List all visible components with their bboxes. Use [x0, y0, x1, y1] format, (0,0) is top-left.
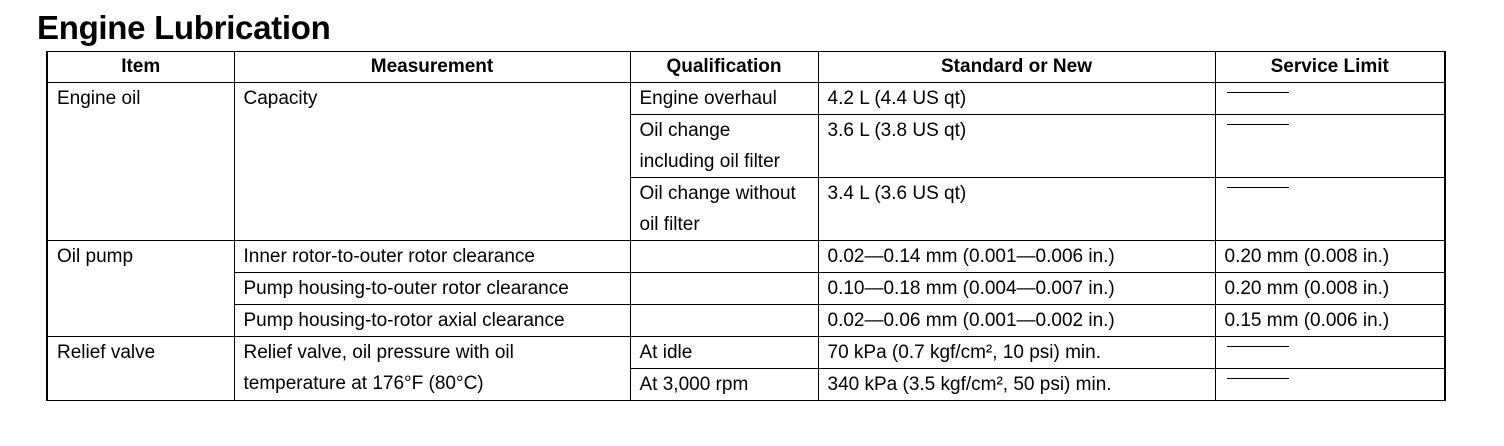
header-item: Item [47, 52, 234, 83]
measurement-relief-valve: Relief valve, oil pressure with oil temperature at 176°F (80°C) [234, 337, 630, 401]
standard-cell: 340 kPa (3.5 kgf/cm², 50 psi) min. [818, 369, 1215, 401]
qualification-cell: At 3,000 rpm [630, 369, 818, 401]
table-row [47, 337, 1445, 369]
qualification-cell [630, 241, 818, 273]
header-measurement: Measurement [234, 52, 630, 83]
dash-line [1227, 92, 1289, 93]
qualification-cell [630, 305, 818, 337]
engine-lubrication-table [46, 51, 1446, 401]
service-limit-cell [1215, 115, 1445, 178]
dash-line [1227, 378, 1289, 379]
qualification-cell [630, 273, 818, 305]
standard-cell: 0.10—0.18 mm (0.004—0.007 in.) [818, 273, 1215, 305]
qualification-cell: At idle [630, 337, 818, 369]
service-limit-cell: 0.20 mm (0.008 in.) [1215, 273, 1445, 305]
qualification-cell: Oil change without oil filter [630, 178, 818, 241]
item-oil-pump: Oil pump [47, 241, 234, 337]
header-service-limit: Service Limit [1215, 52, 1445, 83]
measurement-cell: Inner rotor-to-outer rotor clearance [234, 241, 630, 273]
qualification-cell: Engine overhaul [630, 83, 818, 115]
service-limit-cell [1215, 83, 1445, 115]
service-limit-cell [1215, 337, 1445, 369]
standard-cell: 0.02—0.06 mm (0.001—0.002 in.) [818, 305, 1215, 337]
service-limit-cell [1215, 178, 1445, 241]
service-limit-cell: 0.20 mm (0.008 in.) [1215, 241, 1445, 273]
table-row [47, 241, 1445, 273]
measurement-capacity: Capacity [234, 83, 630, 241]
dash-line [1227, 124, 1289, 125]
table-row [47, 273, 1445, 305]
header-row [47, 52, 1445, 83]
item-relief-valve: Relief valve [47, 337, 234, 401]
item-engine-oil: Engine oil [47, 83, 234, 241]
table-row [47, 305, 1445, 337]
header-standard: Standard or New [818, 52, 1215, 83]
service-limit-cell: 0.15 mm (0.006 in.) [1215, 305, 1445, 337]
page-title: Engine Lubrication [37, 9, 331, 46]
standard-cell: 0.02—0.14 mm (0.001—0.006 in.) [818, 241, 1215, 273]
qualification-cell: Oil change including oil filter [630, 115, 818, 178]
dash-line [1227, 346, 1289, 347]
standard-cell: 3.4 L (3.6 US qt) [818, 178, 1215, 241]
service-limit-cell [1215, 369, 1445, 401]
measurement-cell: Pump housing-to-rotor axial clearance [234, 305, 630, 337]
standard-cell: 3.6 L (3.8 US qt) [818, 115, 1215, 178]
measurement-cell: Pump housing-to-outer rotor clearance [234, 273, 630, 305]
header-qualification: Qualification [630, 52, 818, 83]
dash-line [1227, 187, 1289, 188]
standard-cell: 4.2 L (4.4 US qt) [818, 83, 1215, 115]
standard-cell: 70 kPa (0.7 kgf/cm², 10 psi) min. [818, 337, 1215, 369]
table-row [47, 83, 1445, 115]
